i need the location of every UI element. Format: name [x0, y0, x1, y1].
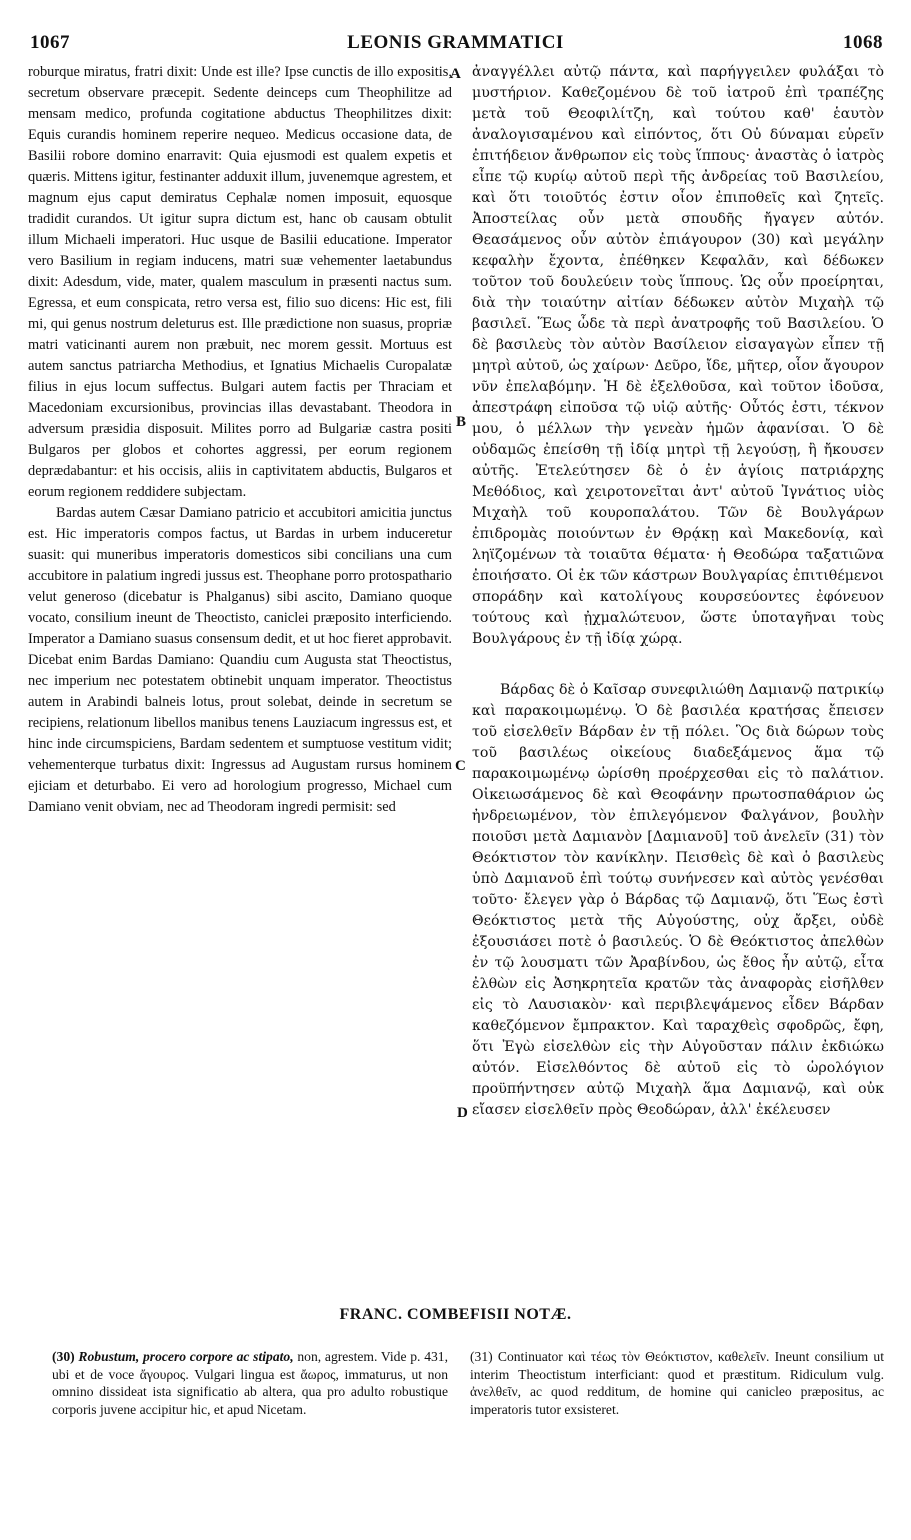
footnote-31-number: (31): [470, 1349, 493, 1364]
footnote-30-number: (30): [52, 1349, 75, 1364]
latin-column: [28, 62, 452, 1272]
margin-marker-b: B: [456, 414, 467, 430]
margin-marker-c: C: [455, 758, 466, 774]
page-number-right: 1068: [843, 32, 883, 53]
greek-column: [472, 62, 884, 1272]
running-header: [0, 32, 911, 58]
footnote-31-text: Continuator καὶ τέως τὸν Θεόκτιστον, καθελεῖν. Ineunt consilium ut interim Theoctistum interficiant: quod et præstitum. Ridiculum vulg. ἀνελθεῖν, ac quod redditum, de homine qui canicleo præpositus, ac imperatoris tutor exsisteret.: [470, 1349, 884, 1417]
greek-paragraph-1: ἀναγγέλλει αὐτῷ πάντα, καὶ παρήγγειλεν φυλάξαι τὸ μυστήριον. Καθεζομένου δὲ τοῦ ἰατροῦ ἐπὶ τραπέζης μετὰ τοῦ Θεοφιλίτζη, καὶ τούτου καθ' ἑαυτὸν ἀναλογισαμένου καὶ εἰπόντος, ὅτι Οὐ δύναμαι εὑρεῖν ἐπιτήδειον ἄνθρωπον εἰς τοὺς ἵππους· ἀναστὰς ὁ ἰατρὸς εἶπε τῷ κυρίῳ αὐτοῦ περὶ τῆς ἀνδρείας τοῦ Βασιλείου, καὶ ὅτι τοιοῦτός ἐστιν οἷον ἐπιποθεῖς καὶ ζητεῖς. Ἀποστείλας οὖν μετὰ σπουδῆς ἤγαγεν αὐτόν. Θεασάμενος οὖν αὐτὸν ἐπιάγουρον (30) καὶ μεγάλην κεφαλὴν ἔχοντα, ἐπέθηκεν Κεφαλᾶν, καὶ δέδωκεν τοῦτον τοῦ δουλεύειν τοὺς ἵππους. Ὡς οὖν προείρηται, διὰ τὴν τοιαύτην αἰτίαν δέδωκεν αὐτὸν Μιχαὴλ τῷ βασιλεῖ. Ἕως ὧδε τὰ περὶ ἀνατροφῆς τοῦ Βασιλείου. Ὁ δὲ βασιλεὺς τὸν αὐτὸν Βασίλειον εἰσαγαγὼν εἶπεν τῇ μητρὶ αὐτοῦ, ὡς χαίρων· Δεῦρο, ἴδε, μῆτερ, οἷον ἄγουρον νῦν ἐπελαβόμην. Ἡ δὲ ἐξελθοῦσα, καὶ τοῦτον ἰδοῦσα, ἀπεστράφη εἰποῦσα τῷ υἱῷ αὐτῆς· Οὗτός ἐστι, τέκνον μου, ὁ μέλλων τὴν γενεὰν ἡμῶν ἀφανίσαι. Ὁ δὲ οὐδαμῶς ἐπείσθη τῇ ἰδίᾳ μητρὶ τῇ λεγούσῃ, ἢ ἤκουσεν αὐτῆς. Ἐτελεύτησεν δὲ ὁ ἐν ἁγίοις πατριάρχης Μεθόδιος, καὶ χειροτονεῖται ἀντ' αὐτοῦ Ἰγνάτιος υἱὸς Μιχαὴλ τοῦ κουροπαλάτου. Τῶν δὲ Βουλγάρων ἐπιδρομὰς ποιούντων ἐν Θρᾴκῃ καὶ Μακεδονίᾳ, καὶ ληϊζομένων τὰ τοιαῦτα θέματα· ἡ Θεοδώρα ταξατιῶνα ἐποιήσατο. Οἱ ἐκ τῶν κάστρων Βουλγαρίας ἐπιτιθέμενοι σποράδην καὶ κατολίγους κουρσεύοντες ἐφόνευον τούτους καὶ ᾐχμαλώτευον, ὥστε ὑποταγῆναι τοὺς Βουλγάρους ἐν τῇ ἰδίᾳ χώρᾳ.: [472, 64, 884, 647]
notes-title: FRANC. COMBEFISII NOTÆ.: [339, 1306, 572, 1323]
margin-marker-d: D: [457, 1105, 468, 1121]
running-title: LEONIS GRAMMATICI: [347, 32, 564, 53]
footnote-30-lemma: Robustum, procero corpore ac stipato,: [78, 1349, 294, 1364]
footnote-31: [470, 1348, 884, 1418]
latin-paragraph-2: Bardas autem Cæsar Damiano patricio et accubitori amicitia junctus est. Hic imperatoris compos factus, ut Bardas in urbem induceretur suasit: qui muneribus imperatoris domesticos sibi concilians una cum accubitore in palatium ingredi jussus est. Theophane porro protospathario velut generoso (dicebatur is Phalganus) sibi ascito, Damiano quoque vocato, consilium ineunt de Theoctisto, caniclei præposito interficiendo. Imperator a Damiano suasus consensum dedit, et ut hoc fieret approbavit. Dicebat enim Bardas Damiano: Quandiu cum Augusta stat Theoctistus, nec imperium nec potestatem obtinebit unquam imperator. Theoctistus autem in Arabindi balneis lotus, prout solebat, deinde in secretum se recipiens, relationum libellos manibus tenens Lauziacum ingressus est, et hinc inde circumspiciens, Bardam sedentem et sumptuose vestitum vidit; vehementerque turbatus dixit: Ingressus ad Augustam rursus hominem ejiciam et deturbabo. Ei vero ad horologium progresso, Michael cum Damiano venit obviam, nec ad Theodoram ingredi permisit: sed: [28, 505, 452, 815]
greek-paragraph-2: Βάρδας δὲ ὁ Καῖσαρ συνεφιλιώθη Δαμιανῷ πατρικίῳ καὶ παρακοιμωμένῳ. Ὁ δὲ βασιλέα κρατήσας ἔπεισεν τοῦ εἰσελθεῖν Βάρδαν ἐν τῇ πόλει. Ὃς διὰ δώρων τοὺς τοῦ βασιλέως οἰκείους διαδεξάμενος ἅμα τῷ παρακοιμωμένῳ ὡρίσθη προέρχεσθαι εἰς τὸ παλάτιον. Οἰκειωσάμενος δὲ καὶ Θεοφάνην πρωτοσπαθάριον ὡς ἠνδρειωμένον, τὸν ἐπιλεγόμενον Φαλγάνον, βουλὴν ποιοῦσι μετὰ Δαμιανὸν [Δαμιανοῦ] τοῦ ἀνελεῖν (31) τὸν Θεόκτιστον τὸν κανίκλην. Πεισθεὶς δὲ καὶ ὁ βασιλεὺς ὑπὸ Δαμιανοῦ ἐπὶ τούτῳ συνήνεσεν καὶ αὐτὸς γενέσθαι τοῦτο· ἔλεγεν γὰρ ὁ Βάρδας τῷ Δαμιανῷ, ὅτι Ἕως ἐστὶ Θεόκτιστος μετὰ τῆς Αὐγούστης, οὐχ ἄρξει, οὐδὲ ἐξουσιάσει ποτὲ ὁ βασιλεύς. Ὁ δὲ Θεόκτιστος ἀπελθὼν ἐν τῷ λουσματι τῶν Ἀραβίνδου, ὡς ἔθος ἦν αὐτῷ, εἶτα ἐλθὼν εἰς Ἀσηκρητεῖα κρατῶν τὰς ἀναφορὰς εἰσῆλθεν εἰς τὸ Λαυσιακὸν· καὶ περιβλεψάμενος εἶδεν Βάρδαν καθεζόμενον ἔμπρακτον. Καὶ ταραχθεὶς σφοδρῶς, ἔφη, ὅτι Ἐγὼ εἰσελθὼν εἰς τὴν Αὐγοῦσταν πάλιν ἐκδιώκω αὐτόν. Εἰσελθόντος δὲ αὐτοῦ εἰς τὸ ὡρολόγιον προϋπήντησεν αὐτῷ Μιχαὴλ ἅμα Δαμιανῷ, καὶ οὐκ εἴασεν εἰσελθεῖν πρὸς Θεοδώραν, ἀλλ' ἐκέλευσεν: [472, 682, 884, 1118]
margin-marker-a: A: [450, 66, 461, 82]
page-number-left: 1067: [30, 32, 70, 53]
latin-paragraph-1: roburque miratus, fratri dixit: Unde est ille? Ipse cunctis de illo expositis, secretum observare præcepit. Sedente deinceps cum Theophilitze ad mensam medico, profunda cogitatione abductus Theophilitzes dixit: Equis curandis hominem reperire nequeo. Medicus occasione data, de Basilii robore domino enarravit: Quia ejusmodi est qualem expetis et quæris. Mittens igitur, festinanter adduxit illum, juvenemque agrestem, et magnum ejus caput demiratus Cephalæ nomen imposuit, equosque tradidit curandos. Ut igitur supra dictum est, hanc ob causam obtulit illum Michaeli imperatori. Huc usque de Basilii educatione. Imperator vero Basilium in regiam inducens, matri suæ vehementer laetabundus dixit: Adesdum, vide, mater, qualem masculum in præsenti nactus sum. Egressa, et eum conspicata, retro versa est, filio suo dicens: Hic est, fili mi, qui genus nostrum deleturus est. Ille prædictione non suasus, propriæ matri vaticinanti aurem non præbuit, nec morem gessit. Mortuus est autem sanctus patriarcha Methodius, et Ignatius Michaelis Curopalatæ filius in ejus locum suffectus. Bulgari autem factis per Thraciam et Macedoniam excursionibus, provincias illas devastabant. Theodora in adversum præsidia disposuit. Milites porro ad Bulgariæ castra positi Bulgaros per globos et cohortes aggressi, per eorum regionem deprædabantur: et his occisis, aliis in captivitatem abductis, Bulgaros et eorum regionem reddidere subjectam.: [28, 64, 452, 500]
footnote-30: [52, 1348, 448, 1418]
footnote-30-text: non, agrestem. Vide p. 431, ubi et de voce ἄγουρος. Vulgari lingua est ἄωρος, immaturus, ut non omnino dissideat ista significatio ab altera, qua pro adulto robustique corporis juvene accipitur hic, et apud Nicetam.: [52, 1349, 448, 1417]
